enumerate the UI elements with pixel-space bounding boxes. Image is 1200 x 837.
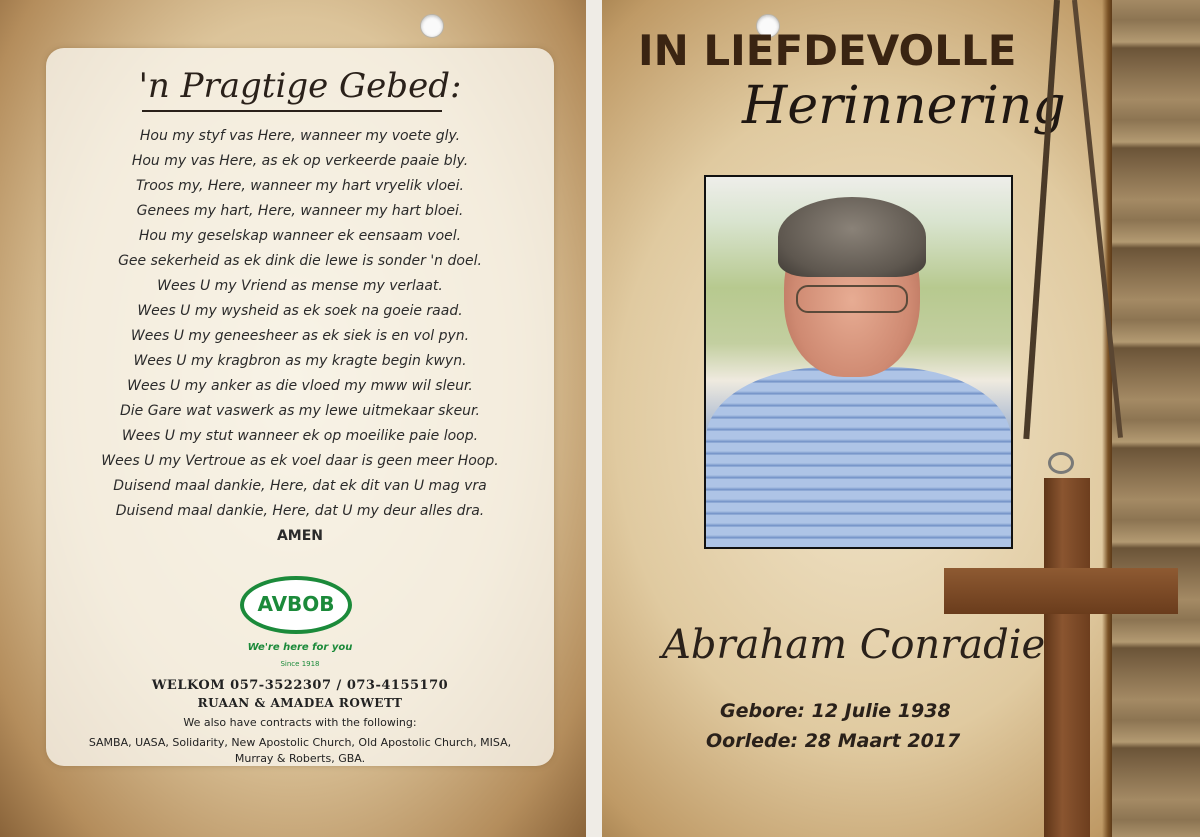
title-underline (142, 110, 442, 112)
verse-line: Hou my vas Here, as ek op verkeerde paaie bly. (131, 153, 469, 169)
verse-line: Duisend maal dankie, Here, dat U my deur alles dra. (115, 503, 485, 519)
born-date: 12 Julie 1938 (811, 700, 951, 722)
contracts-intro: We also have contracts with the following: (183, 716, 417, 729)
punch-hole (420, 14, 444, 38)
left-page (0, 0, 586, 837)
died-label: Oorlede: (706, 730, 799, 752)
verse-line: Wees U my geneesheer as ek siek is en vol pyn. (130, 328, 470, 344)
died-line (706, 730, 960, 752)
verse-line: Wees U my anker as die vloed my mww wil sleur. (127, 378, 473, 394)
torn-edge (1102, 0, 1112, 837)
verse-line: Wees U my Vriend as mense my verlaat. (157, 278, 443, 294)
contact-phone: WELKOM 057-3522307 / 073-4155170 (151, 678, 449, 693)
memorial-title: IN LIEFDEVOLLE (638, 26, 1017, 75)
photo-glasses (796, 285, 908, 313)
verse-line: Genees my hart, Here, wanneer my hart bloei. (136, 203, 464, 219)
avbob-logo (240, 576, 352, 634)
right-page (602, 0, 1200, 837)
born-label: Gebore: (720, 700, 805, 722)
cross-rope (1023, 0, 1060, 439)
contracts-list: SAMBA, UASA, Solidarity, New Apostolic Church, Old Apostolic Church, MISA, (88, 736, 512, 749)
verse-line: Troos my, Here, wanneer my hart vryelik vloei. (136, 178, 464, 194)
verse-line: Gee sekerheid as ek dink die lewe is sonder 'n doel. (118, 253, 482, 269)
verse-line: Wees U my kragbron as my kragte begin kwyn. (133, 353, 467, 369)
verse-line: Wees U my Vertroue as ek voel daar is geen meer Hoop. (101, 453, 499, 469)
verse-line: Die Gare wat vaswerk as my lewe uitmekaar skeur. (120, 403, 480, 419)
verse-line: Hou my styf vas Here, wanneer my voete gly. (139, 128, 461, 144)
wooden-cross-icon (1044, 478, 1090, 837)
photo-shirt (706, 367, 1011, 547)
born-line (720, 700, 951, 722)
logo-tagline: We're here for you (247, 642, 353, 653)
memorial-subtitle: Herinnering (742, 76, 1066, 136)
logo-since: Since 1918 (280, 660, 320, 668)
deceased-name: Abraham Conradie (662, 622, 1046, 668)
photo-hair (778, 197, 926, 277)
page-gutter (586, 0, 602, 837)
portrait-photo (704, 175, 1013, 549)
wooden-cross-beam (944, 568, 1178, 614)
verse-line: Wees U my stut wanneer ek op moeilike paie loop. (121, 428, 479, 444)
contracts-list-continued: Murray & Roberts, GBA. (234, 752, 366, 765)
died-date: 28 Maart 2017 (804, 730, 961, 752)
metal-ring (1048, 452, 1074, 474)
prayer-card (46, 48, 554, 766)
verse-line: Wees U my wysheid as ek soek na goeie raad. (137, 303, 463, 319)
verse-line: Hou my geselskap wanneer ek eensaam voel. (138, 228, 462, 244)
logo-name: AVBOB (257, 592, 335, 616)
wood-planks (1110, 0, 1200, 837)
prayer-title: 'n Pragtige Gebed: (138, 66, 462, 106)
amen: AMEN (276, 528, 324, 544)
verse-line: Duisend maal dankie, Here, dat ek dit van U mag vra (113, 478, 487, 494)
contact-names: RUAAN & AMADEA ROWETT (197, 696, 403, 710)
